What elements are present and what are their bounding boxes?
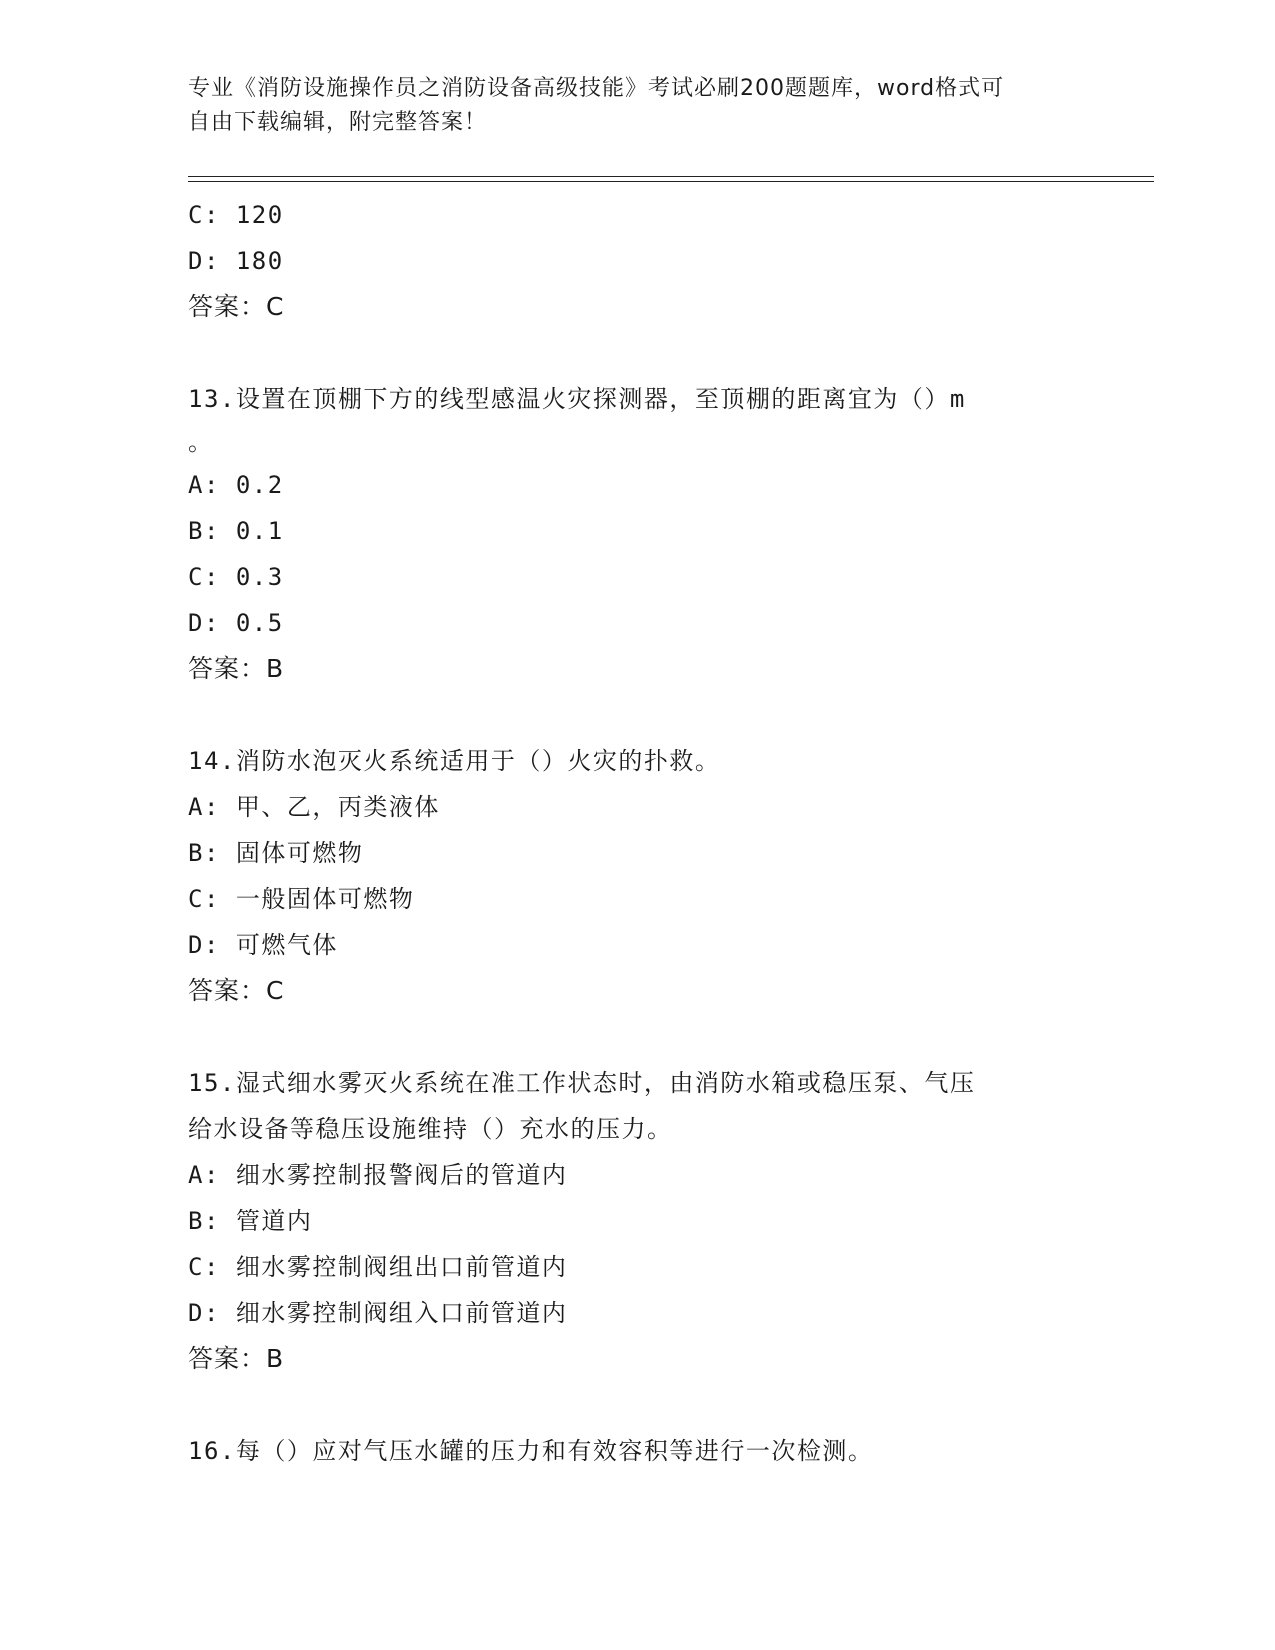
option-b: B: 管道内	[188, 1207, 313, 1235]
option-d: D: 细水雾控制阀组入口前管道内	[188, 1299, 568, 1327]
question-15	[188, 1060, 1088, 1382]
header-divider-bottom	[188, 181, 1154, 182]
option-b: B: 固体可燃物	[188, 839, 364, 867]
option-c: C: 0.3	[188, 563, 284, 591]
option-a: A: 0.2	[188, 471, 284, 499]
option-c: C: 细水雾控制阀组出口前管道内	[188, 1253, 568, 1281]
question-12-fragment	[188, 192, 1088, 330]
question-stem: 16.每（）应对气压水罐的压力和有效容积等进行一次检测。	[188, 1437, 874, 1465]
spacer	[188, 1014, 1088, 1060]
question-list	[188, 192, 1088, 1474]
spacer	[188, 1382, 1088, 1428]
question-stem-continued: 给水设备等稳压设施维持（）充水的压力。	[188, 1115, 673, 1143]
option-d: D: 0.5	[188, 609, 284, 637]
option-a: A: 甲、乙，丙类液体	[188, 793, 440, 821]
header-line-1: 专业《消防设施操作员之消防设备高级技能》考试必刷200题题库，word格式可	[188, 76, 1005, 101]
question-16	[188, 1428, 1088, 1474]
header-line-2: 自由下载编辑，附完整答案！	[188, 110, 488, 135]
question-stem: 14.消防水泡灭火系统适用于（）火灾的扑救。	[188, 747, 721, 775]
option-c: C: 120	[188, 201, 284, 229]
option-b: B: 0.1	[188, 517, 284, 545]
question-stem: 15.湿式细水雾灭火系统在准工作状态时，由消防水箱或稳压泵、气压	[188, 1069, 976, 1097]
answer-label: 答案：C	[188, 292, 285, 321]
option-a: A: 细水雾控制报警阀后的管道内	[188, 1161, 568, 1189]
document-header	[188, 72, 1068, 140]
question-14	[188, 738, 1088, 1014]
option-d: D: 180	[188, 247, 284, 275]
question-stem: 13.设置在顶棚下方的线型感温火灾探测器，至顶棚的距离宜为（）m	[188, 385, 966, 413]
header-divider-top	[188, 176, 1154, 177]
question-stem-continued: 。	[188, 428, 214, 456]
spacer	[188, 692, 1088, 738]
option-c: C: 一般固体可燃物	[188, 885, 415, 913]
answer-label: 答案：C	[188, 976, 285, 1005]
spacer	[188, 330, 1088, 376]
answer-label: 答案：B	[188, 654, 285, 683]
option-d: D: 可燃气体	[188, 931, 338, 959]
answer-label: 答案：B	[188, 1344, 285, 1373]
question-13	[188, 376, 1088, 692]
